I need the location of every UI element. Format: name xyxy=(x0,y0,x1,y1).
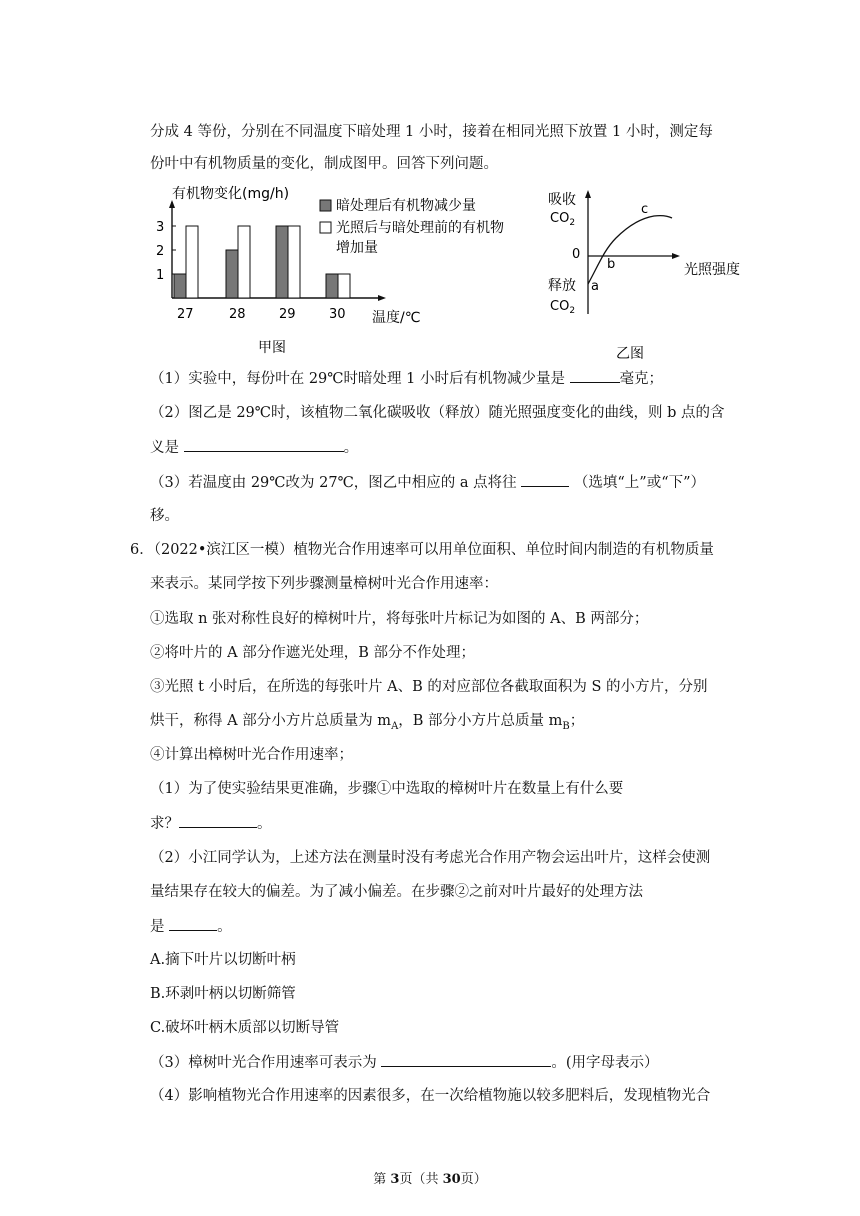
intro-line-1: 分成 4 等份，分别在不同温度下暗处理 1 小时，接着在相同光照下放置 1 小时，测定每 xyxy=(150,124,713,140)
q5-part-3b: 移。 xyxy=(150,508,179,524)
jia-ytick-2: 2 xyxy=(156,244,165,259)
q6-step-3b-part2: ，B 部分小方片总质量 m xyxy=(398,713,563,729)
footer-total-pages: 30 xyxy=(442,1172,461,1187)
q5-part-3a-text: （3）若温度由 29℃改为 27℃，图乙中相应的 a 点将往 xyxy=(150,475,517,491)
q6-sub-a: A xyxy=(391,720,399,732)
q5-part-3-tail: （选填“上”或“下”） xyxy=(573,475,706,491)
q6-step-3a: ③光照 t 小时后，在所选的每张叶片 A、B 的对应部位各截取面积为 S 的小方片，分别 xyxy=(150,679,708,695)
q6-head-1: 6．（2022•滨江区一模）植物光合作用速率可以用单位面积、单位时间内制造的有机物质量 xyxy=(130,542,714,558)
jia-bar-28-series-2 xyxy=(238,226,250,298)
yi-caption: 乙图 xyxy=(616,346,644,362)
q5-part-1 xyxy=(150,368,663,389)
q5-part-2a: （2）图乙是 29℃时，该植物二氧化碳吸收（释放）随光照强度变化的曲线，则 b 点的含 xyxy=(150,405,725,421)
q5-part-1-blank[interactable] xyxy=(570,368,620,383)
q6-part-1b-text: 求？ xyxy=(150,816,179,832)
q6-part-2a: （2）小江同学认为，上述方法在测量时没有考虑光合作用产物会运出叶片，这样会使测 xyxy=(150,850,711,866)
jia-xtick-29: 29 xyxy=(279,307,296,322)
figure-jia-bar-chart xyxy=(150,182,504,362)
q6-step-2: ②将叶片的 A 部分作遮光处理，B 部分不作处理； xyxy=(150,645,475,661)
yi-bottom-co2: $CO_2$ xyxy=(550,299,576,316)
q6-part-2b: 量结果存在较大的偏差。为了减小偏差。在步骤②之前对叶片最好的处理方法 xyxy=(150,884,643,900)
q6-part-1b xyxy=(150,813,272,834)
jia-xtick-30: 30 xyxy=(329,307,346,322)
q6-part-1-blank[interactable] xyxy=(179,813,257,828)
q5-part-3-blank[interactable] xyxy=(521,472,569,487)
q6-part-2-blank[interactable] xyxy=(169,916,217,931)
q6-step-3b xyxy=(150,711,584,737)
jia-bar-30-series-2 xyxy=(338,274,350,298)
q6-part-3-end: 。(用字母表示） xyxy=(551,1055,659,1071)
q6-part-1-end: 。 xyxy=(257,816,272,832)
yi-top-co2: $CO_2$ xyxy=(550,211,576,228)
yi-point-a: a xyxy=(591,279,599,294)
q6-part-3-text: （3）樟树叶光合作用速率可表示为 xyxy=(150,1055,377,1071)
q6-step-3b-part1: 烘干，称得 A 部分小方片总质量为 m xyxy=(150,713,392,729)
q6-part-2c xyxy=(150,916,232,937)
q6-option-a: A.摘下叶片以切断叶柄 xyxy=(150,952,296,968)
jia-bar-30-series-1 xyxy=(326,274,338,298)
jia-caption: 甲图 xyxy=(258,340,286,356)
q6-step-3b-part3: ； xyxy=(569,713,585,729)
jia-ytick-1: 1 xyxy=(156,268,165,283)
legend-label-light-1: 光照后与暗处理前的有机物 xyxy=(336,220,504,236)
jia-bar-27-series-2 xyxy=(186,226,198,298)
q6-part-4: （4）影响植物光合作用速率的因素很多，在一次给植物施以较多肥料后，发现植物光合 xyxy=(150,1088,711,1104)
jia-ytick-3: 3 xyxy=(156,220,165,235)
intro-line-2: 份叶中有机物质量的变化，制成图甲。回答下列问题。 xyxy=(150,156,498,172)
q6-part-3 xyxy=(150,1052,659,1073)
q5-part-1-text: （1）实验中，每份叶在 29℃时暗处理 1 小时后有机物减少量是 xyxy=(150,371,565,387)
q6-step-4: ④计算出樟树叶光合作用速率； xyxy=(150,747,353,763)
legend-swatch-dark xyxy=(320,200,331,211)
q6-option-b: B.环剥叶柄以切断筛管 xyxy=(150,986,296,1002)
legend-label-dark: 暗处理后有机物减少量 xyxy=(336,198,476,214)
yi-curve-line xyxy=(588,216,672,284)
q6-sub-b: B xyxy=(562,720,570,732)
q6-part-2-end: 。 xyxy=(217,919,232,935)
q5-part-2b xyxy=(150,437,358,458)
footer-pre: 第 xyxy=(373,1172,391,1187)
q5-part-2b-text: 义是 xyxy=(150,440,179,456)
q6-option-c: C.破坏叶柄木质部以切断导管 xyxy=(150,1020,340,1036)
yi-xlabel: 光照强度 xyxy=(684,262,740,278)
q5-part-2-blank[interactable] xyxy=(184,437,344,452)
q5-part-1-unit: 毫克； xyxy=(619,371,664,387)
q6-step-1: ①选取 n 张对称性良好的樟树叶片，将每张叶片标记为如图的 A、B 两部分； xyxy=(150,611,649,627)
yi-top-label: 吸收 xyxy=(548,192,576,208)
yi-origin: 0 xyxy=(572,247,581,262)
q6-head-2: 来表示。某同学按下列步骤测量樟树叶光合作用速率： xyxy=(150,576,498,592)
figure-yi-curve xyxy=(538,186,758,364)
q6-part-2c-text: 是 xyxy=(150,919,165,935)
jia-xlabel: 温度/℃ xyxy=(372,310,421,326)
page-footer xyxy=(0,1168,860,1187)
jia-bar-29-series-2 xyxy=(288,226,300,298)
q5-part-2-end: 。 xyxy=(343,440,359,456)
legend-label-light-2: 增加量 xyxy=(336,240,378,256)
q6-part-3-blank[interactable] xyxy=(381,1052,551,1067)
yi-bottom-label: 释放 xyxy=(548,278,576,294)
footer-page-number: 3 xyxy=(390,1172,400,1187)
footer-mid: 页（共 xyxy=(399,1172,443,1187)
q5-part-3a xyxy=(150,472,705,493)
jia-bar-28-series-1 xyxy=(226,250,238,298)
q6-part-1a: （1）为了使实验结果更准确，步骤①中选取的樟树叶片在数量上有什么要 xyxy=(150,781,624,797)
yi-point-b: b xyxy=(607,257,616,272)
footer-post: 页） xyxy=(460,1172,487,1187)
yi-point-c: c xyxy=(641,202,649,217)
jia-xtick-27: 27 xyxy=(177,307,194,322)
jia-ylabel: 有机物变化(mg/h) xyxy=(172,186,290,202)
jia-bar-27-series-1 xyxy=(174,274,186,298)
legend-swatch-light xyxy=(320,222,331,233)
jia-xtick-28: 28 xyxy=(229,307,246,322)
jia-bar-29-series-1 xyxy=(276,226,288,298)
